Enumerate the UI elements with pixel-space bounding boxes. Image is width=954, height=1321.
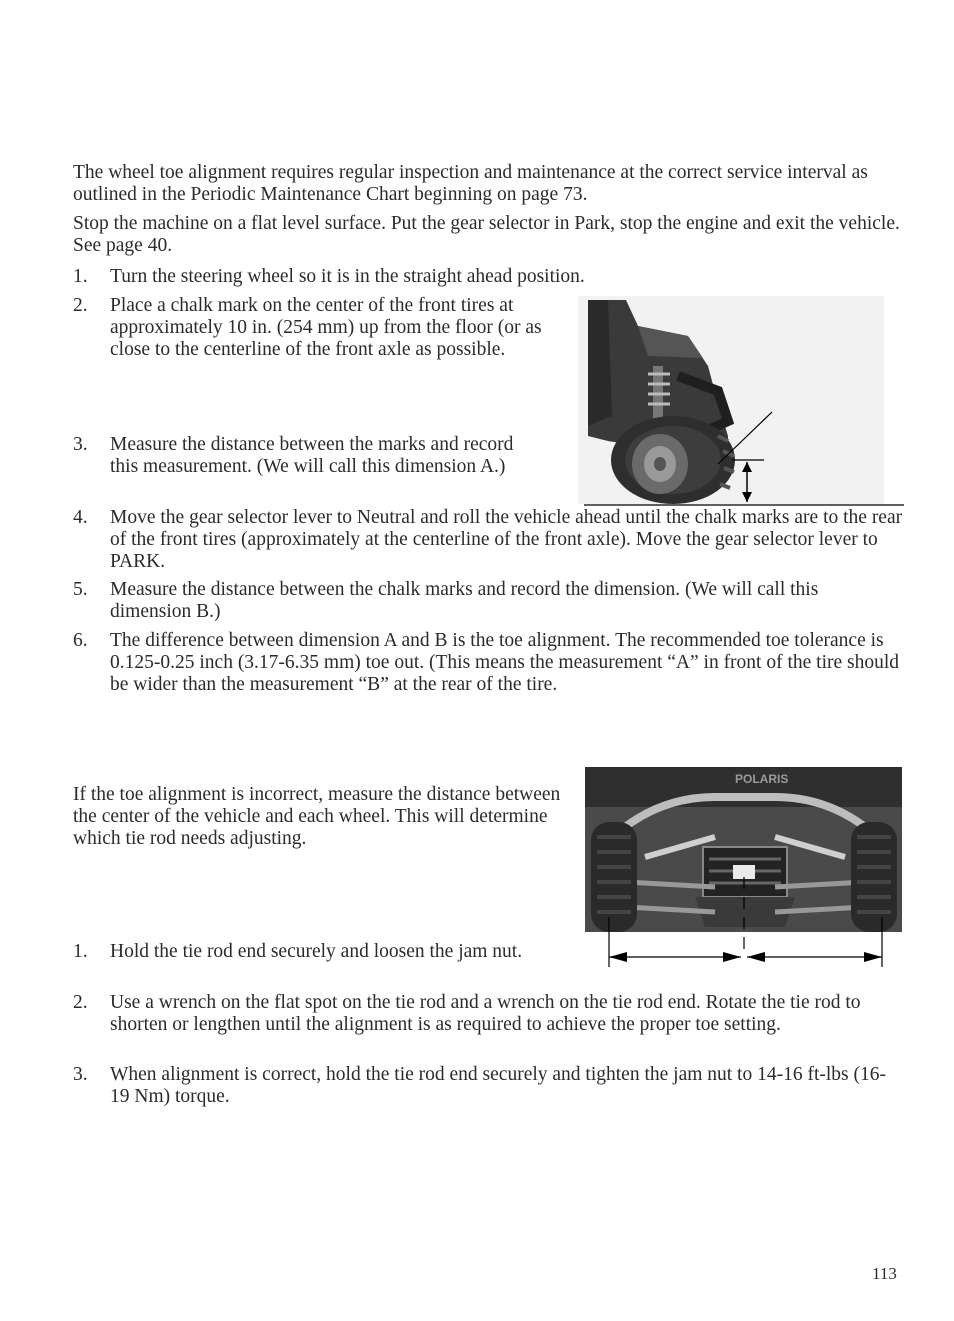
- step-number: 2.: [73, 295, 88, 316]
- intro-paragraph-1: The wheel toe alignment requires regular inspection and maintenance at the correct service interval as outlined in the Periodic Maintenance Chart beginning on page 73.: [73, 162, 868, 205]
- step-text: Use a wrench on the flat spot on the tie rod and a wrench on the tie rod end. Rotate the tie rod to shorten or lengthen until the alignment is as required to achieve the proper toe setting.: [110, 992, 861, 1035]
- step-number: 2.: [73, 992, 88, 1013]
- step-text: When alignment is correct, hold the tie rod end securely and tighten the jam nut to 14-16 ft-lbs (16-19 Nm) torque.: [110, 1064, 886, 1107]
- list-item: [73, 992, 903, 1058]
- step-text: Turn the steering wheel so it is in the straight ahead position.: [110, 266, 585, 287]
- step-number: 3.: [73, 434, 88, 455]
- tire-side-view-figure: [578, 296, 904, 508]
- intro-paragraph-2: Stop the machine on a flat level surface. Put the gear selector in Park, stop the engine and exit the vehicle. See page 40.: [73, 213, 900, 256]
- list-item: [73, 1064, 903, 1108]
- list-item: [73, 295, 573, 383]
- list-item: [73, 266, 903, 288]
- step-number: 1.: [73, 266, 88, 287]
- step-number: 6.: [73, 630, 88, 651]
- step-number: 1.: [73, 941, 88, 962]
- list-item: [73, 941, 573, 985]
- page-number: 113: [872, 1264, 897, 1283]
- step-text: Place a chalk mark on the center of the front tires at approximately 10 in. (254 mm) up from the floor (or as close to the centerline of the front axle as possible.: [110, 295, 542, 360]
- step-number: 5.: [73, 579, 88, 600]
- step-number: 3.: [73, 1064, 88, 1085]
- step-text: Hold the tie rod end securely and loosen the jam nut.: [110, 941, 523, 962]
- step-text: The difference between dimension A and B is the toe alignment. The recommended toe tolerance is 0.125-0.25 inch (3.17-6.35 mm) toe out. (This means the measurement “A” in front of the tire should be wider than the measurement “B” at the rear of the tire.: [110, 630, 900, 695]
- list-item: [73, 434, 573, 500]
- polaris-logo-text: POLARIS: [735, 772, 789, 786]
- step-text: Measure the distance between the marks and record this measurement. (We will call this dimension A.): [110, 434, 514, 477]
- list-item: [73, 507, 903, 573]
- list-item: [73, 630, 903, 696]
- adjust-intro-paragraph: If the toe alignment is incorrect, measure the distance between the center of the vehicle and each wheel. This will determine which tie rod needs adjusting.: [73, 784, 561, 849]
- step-number: 4.: [73, 507, 88, 528]
- step-text: Move the gear selector lever to Neutral and roll the vehicle ahead until the chalk marks are to the rear of the front tires (approximately at the centerline of the front axle). Move the gear selector lever to PARK.: [110, 507, 903, 572]
- list-item: [73, 579, 903, 623]
- step-text: Measure the distance between the chalk marks and record the dimension. (We will call this dimension B.): [110, 579, 819, 622]
- vehicle-front-view-figure: [585, 767, 903, 969]
